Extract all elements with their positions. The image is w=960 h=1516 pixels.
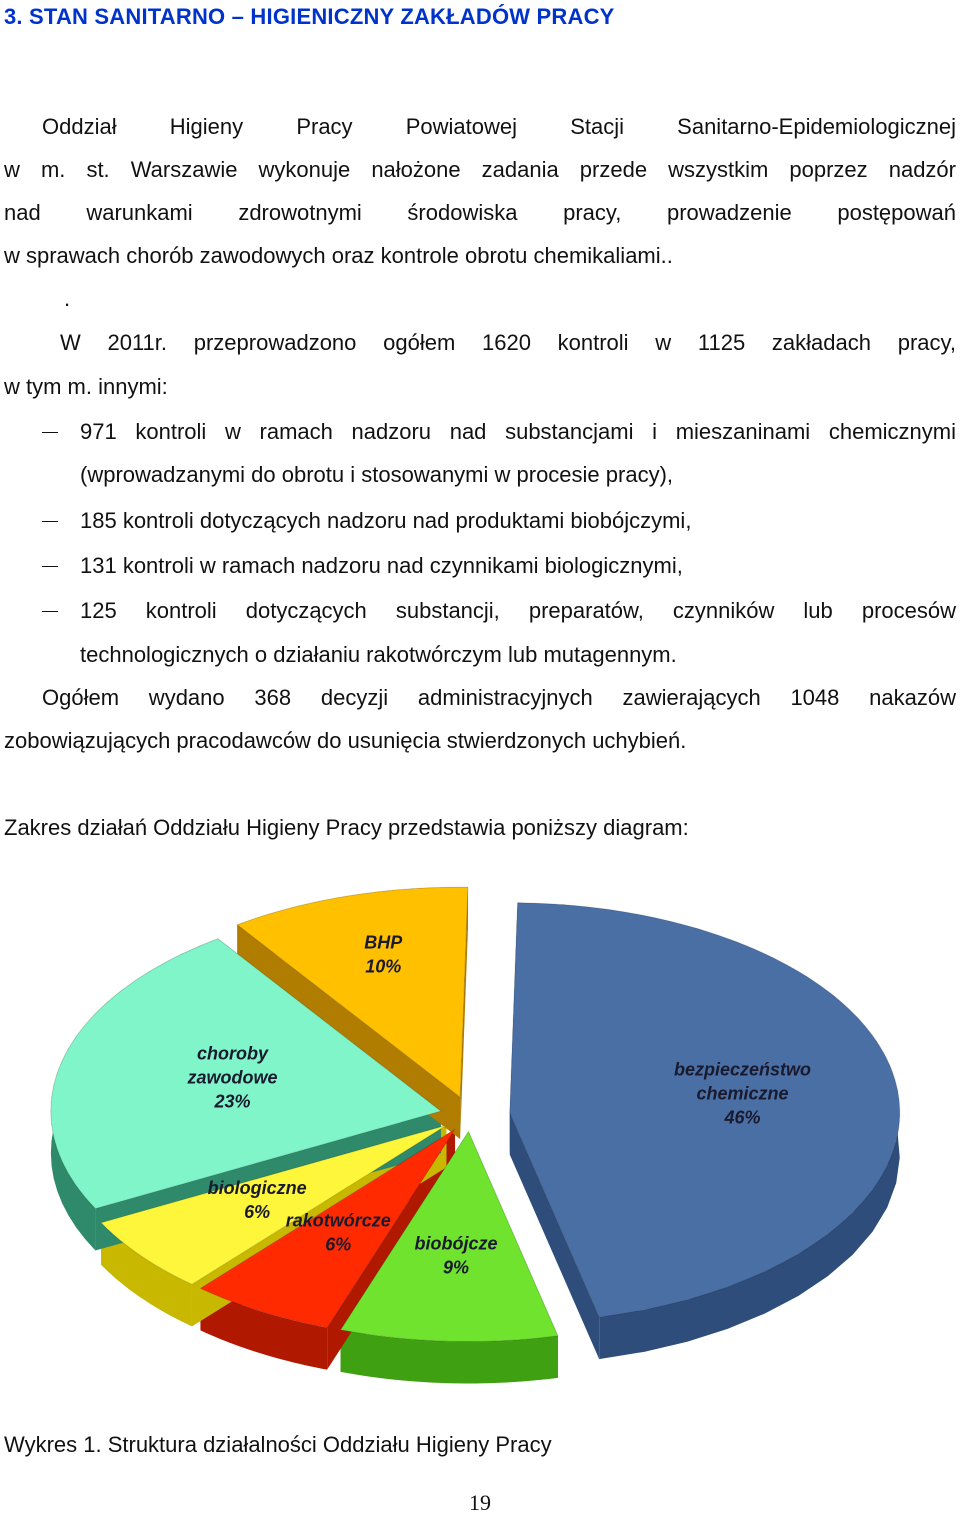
para3-line: Ogółem wydano 368 decyzji administracyjnych zawierających 1048 nakazów <box>42 685 956 710</box>
pie-slice-label: rakotwórcze 6% <box>285 1210 391 1255</box>
para2-line: w tym m. innymi: <box>4 374 168 399</box>
pie-slice-label: BHP 10% <box>364 932 403 977</box>
bullet-item-line: 971 kontroli w ramach nadzoru nad substancjami i mieszaninami chemicznymi <box>80 419 956 444</box>
bullet-item-line: (wprowadzanymi do obrotu i stosowanymi w procesie pracy), <box>80 462 674 487</box>
chart-caption: Wykres 1. Struktura działalności Oddziału Higieny Pracy <box>4 1432 552 1457</box>
stray-dot: . <box>64 286 71 311</box>
bullet-dash <box>42 521 58 522</box>
para2-line: W 2011r. przeprowadzono ogółem 1620 kontroli w 1125 zakładach pracy, <box>60 330 956 355</box>
bullet-dash <box>42 611 58 612</box>
section-heading: 3. STAN SANITARNO – HIGIENICZNY ZAKŁADÓW PRACY <box>4 4 615 29</box>
pie-slice-label: choroby zawodowe 23% <box>187 1043 278 1112</box>
bullet-item-line: 125 kontroli dotyczących substancji, preparatów, czynników lub procesów <box>80 598 956 623</box>
para1-line: nad warunkami zdrowotnymi środowiska pracy, prowadzenie postępowań <box>4 200 956 225</box>
para3-line: zobowiązujących pracodawców do usunięcia stwierdzonych uchybień. <box>4 728 687 753</box>
bullet-item-line: 185 kontroli dotyczących nadzoru nad produktami biobójczymi, <box>80 508 692 533</box>
para1-line: w m. st. Warszawie wykonuje nałożone zadania przede wszystkim poprzez nadzór <box>4 157 956 182</box>
pie-chart <box>0 880 960 1400</box>
bullet-item-line: technologicznych o działaniu rakotwórczym lub mutagennym. <box>80 642 677 667</box>
bullet-dash <box>42 566 58 567</box>
chart-intro: Zakres działań Oddziału Higieny Pracy przedstawia poniższy diagram: <box>4 815 689 840</box>
pie-slice-label: bezpieczeństwo chemiczne 46% <box>673 1059 811 1128</box>
page-number: 19 <box>469 1490 491 1515</box>
pie-slice-label: biologiczne 6% <box>207 1178 307 1223</box>
para1-line: Oddział Higieny Pracy Powiatowej Stacji Sanitarno-Epidemiologicznej <box>42 114 956 139</box>
bullet-item-line: 131 kontroli w ramach nadzoru nad czynnikami biologicznymi, <box>80 553 683 578</box>
pie-slice-label: biobójcze 9% <box>414 1233 498 1278</box>
bullet-dash <box>42 432 58 433</box>
para1-line: w sprawach chorób zawodowych oraz kontrole obrotu chemikaliami.. <box>4 243 673 268</box>
